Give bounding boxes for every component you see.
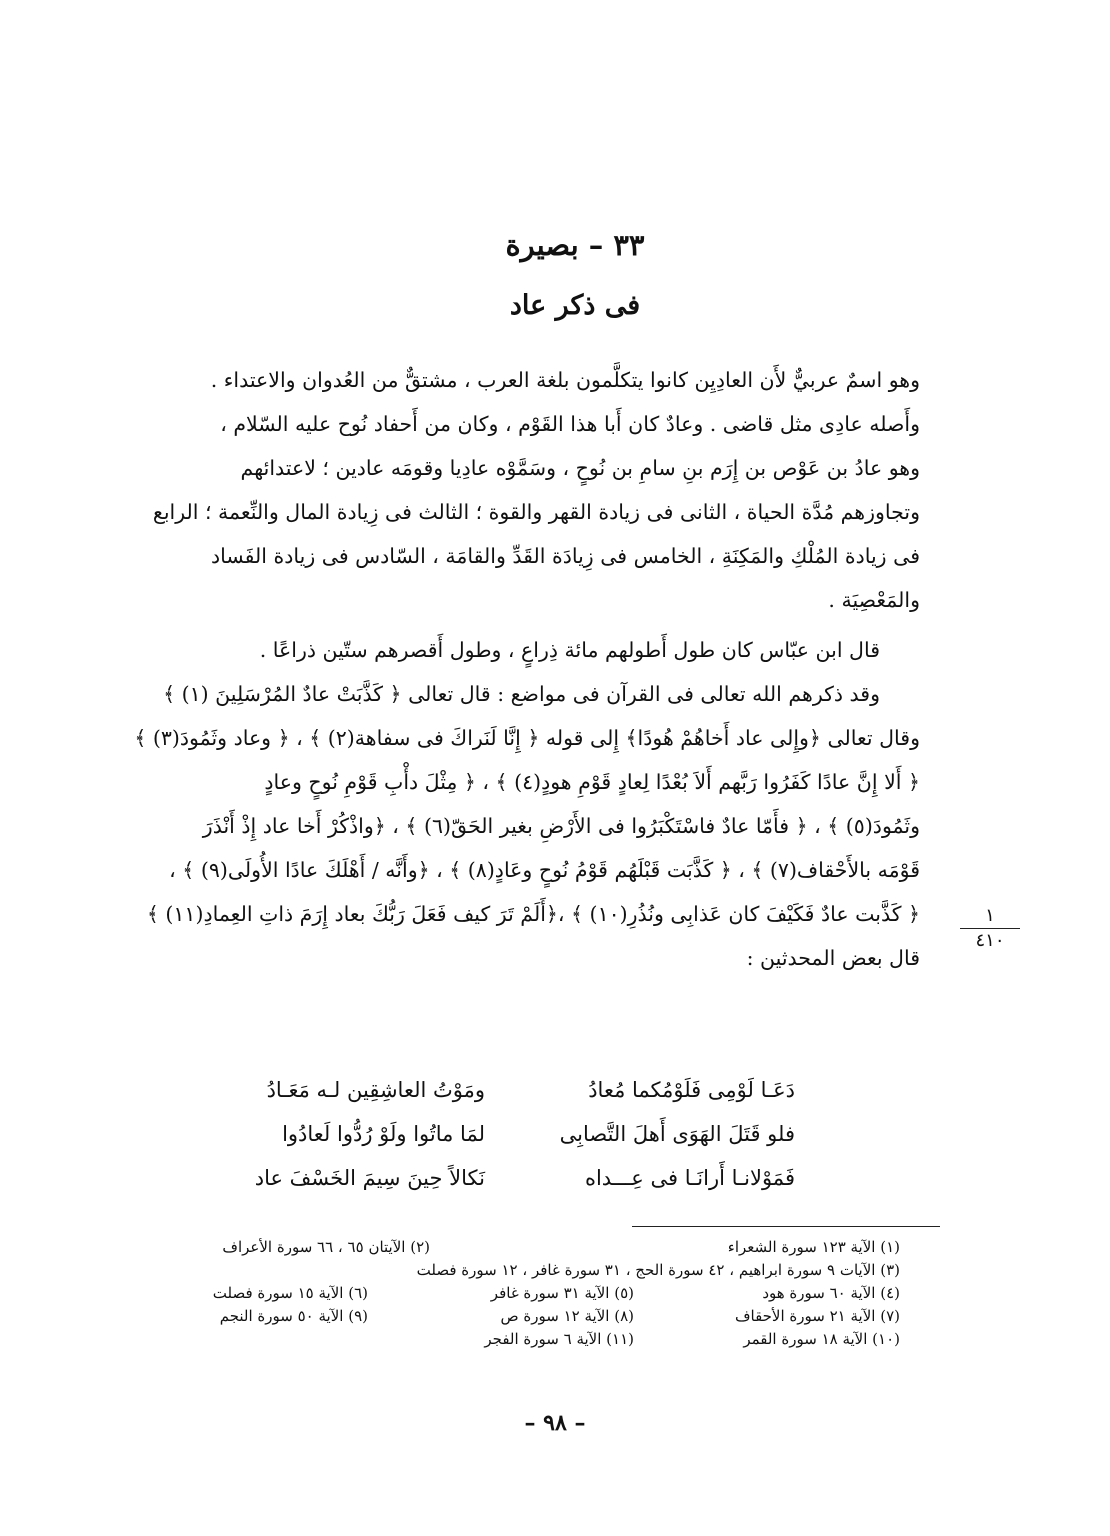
body-line: وقال تعالى ﴿وإِلى عاد أَخاهُمْ هُودًا﴾ إِلى قوله ﴿ إِنَّا لَنَراكَ فى سفاهة(٢) ﴾ ، ﴿ وعاد وثَمُودَ(٣) ﴾ [134,726,920,750]
chapter-subtitle: فى ذكر عاد [509,290,641,321]
poem-verse [215,1156,795,1200]
body-line: والمَعْصِيَة . [828,588,920,612]
body-line: وهو اسمٌ عربيٌّ لأَن العادِيِن كانوا يتكلَّمون بلغة العرب ، مشتقٌّ من العُدوان والاعتداء . [210,368,920,392]
footnote-row [100,1236,900,1259]
footnote: (٧) الآية ٢١ سورة الأحقاف [734,1307,900,1325]
footnote: (١) الآية ١٢٣ سورة الشعراء [727,1238,900,1256]
body-line: فى زيادة المُلْكِ والمَكِنَةِ ، الخامس فى زِيادَة القَدِّ والقامَة ، السّادس فى زيادة الفَساد [211,544,920,568]
body-line: قال بعض المحدثين : [746,946,920,970]
poem [215,1068,795,1200]
footnote: (١٠) الآية ١٨ سورة القمر [743,1330,900,1348]
footnote: (٨) الآية ١٢ سورة ص [500,1307,634,1325]
footnote: (٥) الآية ٣١ سورة غافر [490,1284,634,1302]
margin-reference-top: ١ [985,905,995,926]
chapter-title: ٣٣ – بصيرة [505,228,645,262]
body-line: وثَمُودَ(٥) ﴾ ، ﴿ فأَمّا عادٌ فاسْتَكْبَرُوا فى الأَرْضِ بغير الحَقّ(٦) ﴾ ، ﴿واذْكُرْ أَخا عاد إِذْ أَنْذَرَ [202,814,920,838]
body-line: ﴿ كَذَّبت عادٌ فَكَيْفَ كان عَذابِى ونُذُرِ(١٠) ﴾ ،﴿أَلَمْ تَرَ كيف فَعَلَ رَبُّكَ بعاد إِرَمَ ذاتِ العِمادِ(١١) ﴾ [146,902,920,926]
body-line: وتجاوزهم مُدَّة الحياة ، الثانى فى زيادة القهر والقوة ؛ الثالث فى زِيادة المال والنِّعمة ؛ الرابع [152,500,920,524]
body-line: وقد ذكرهم الله تعالى فى القرآن فى مواضع : قال تعالى ﴿ كَذَّبَتْ عادٌ المُرْسَلِينَ (١) ﴾ [163,682,880,706]
margin-reference-bottom: ٤١٠ [975,930,1005,951]
verse-first-hemistich: فلو قَتَلَ الهَوَى أَهلَ التَّصابِى [559,1122,795,1146]
page-number: – ٩٨ – [524,1410,586,1436]
body-line: وأَصله عادِى مثل قاضى . وعادٌ كان أَبا هذا القَوْم ، وكان من أَحفاد نُوح عليه السّلام ، [220,412,920,436]
poem-verse [215,1112,795,1156]
verse-second-hemistich: لمَا ماتُوا ولَوْ رُدُّوا لَعادُوا [282,1122,485,1146]
verse-first-hemistich: دَعَـا لَوْمِى فَلَوْمُكما مُعادُ [588,1078,795,1102]
body-line: قال ابن عبّاس كان طول أَطولهم مائة ذِراعٍ ، وطول أَقصرهم ستّين ذراعًا . [259,638,880,662]
footnote-row [100,1305,900,1328]
footnote-row [100,1259,900,1282]
footnote-row [100,1282,900,1305]
verse-second-hemistich: نَكالاً حِينَ سِيمَ الخَسْفَ عاد [254,1166,485,1190]
footnote-separator [632,1226,940,1227]
footnote: (٦) الآية ١٥ سورة فصلت [212,1284,368,1302]
body-line: وهو عادُ بن عَوْص بن إِرَم بنِ سامِ بن نُوحٍ ، وسَمَّوْه عادِيا وقومَه عادين ؛ لاعتدائهم [240,456,920,480]
body-line: ﴿ أَلا إِنَّ عادًا كَفَرُوا رَبَّهم أَلاَ بُعْدًا لِعادٍ قَوْمِ هودٍ(٤) ﴾ ، ﴿ مِثْلَ دأْبِ قَوْمِ نُوحٍ وعادٍ [264,770,920,794]
footnotes [100,1236,900,1351]
footnote-row [100,1328,900,1351]
poem-verse [215,1068,795,1112]
footnote: (٢) الآيتان ٦٥ ، ٦٦ سورة الأعراف [222,1238,430,1256]
margin-reference-divider [960,928,1020,929]
body-text [100,358,920,980]
margin-page-reference [960,906,1020,951]
verse-first-hemistich: فَمَوْلانـا أَرانَـا فى عِـــداه [584,1166,795,1190]
footnote: (١١) الآية ٦ سورة الفجر [484,1330,634,1348]
verse-second-hemistich: ومَوْتُ العاشِقِين لـه مَعَـادُ [266,1078,485,1102]
footnote: (٤) الآية ٦٠ سورة هود [762,1284,900,1302]
body-line: قَوْمَه بالأَحْقاف(٧) ﴾ ، ﴿ كَذَّبَت قَبْلَهُم قَوْمُ نُوحٍ وعَادٍ(٨) ﴾ ، ﴿وأَنَّه / أَهْلَكَ عادًا الأُولَى(٩) ﴾ ، [169,858,920,882]
footnote: (٣) الآيات ٩ سورة ابراهيم ، ٤٢ سورة الحج ، ٣١ سورة غافر ، ١٢ سورة فصلت [416,1261,900,1279]
footnote: (٩) الآية ٥٠ سورة النجم [219,1307,368,1325]
